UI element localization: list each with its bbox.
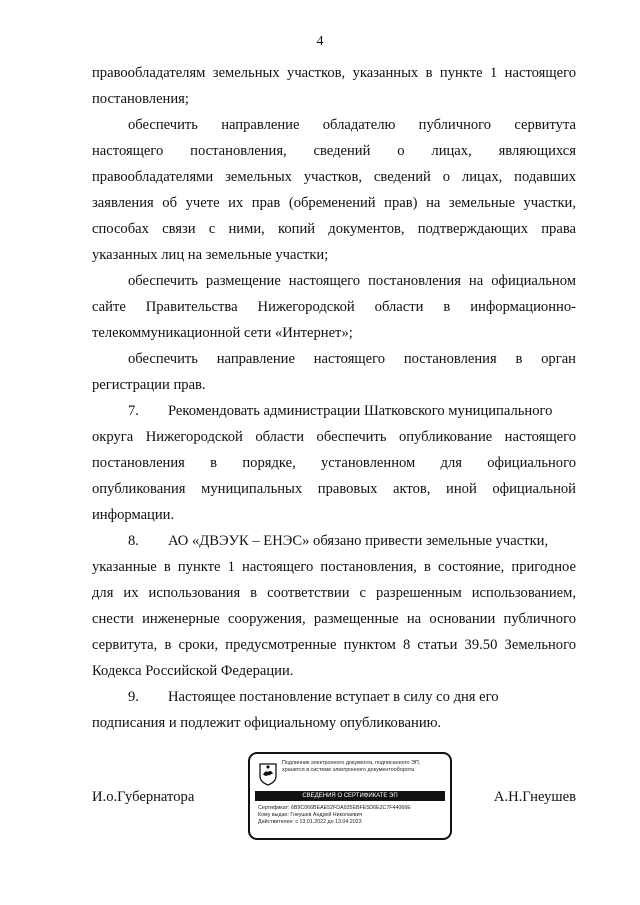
text-line: заявления об учете их прав (обременений прав) на земельные участки, — [92, 195, 576, 211]
text-line: обеспечить направление настоящего постановления в орган — [128, 351, 576, 367]
text-line: указанные в пункте 1 настоящего постановления, в состояние, пригодное — [92, 559, 576, 575]
certificate-value: 6B9C066BEAE52FDA935EBFE5D6E2C7F44066E — [290, 805, 411, 811]
stamp-caption-line: Подлинник электронного документа, подписанного ЭП, — [282, 760, 421, 766]
text-line: регистрации прав. — [92, 377, 206, 393]
text-line: настоящего постановления, сведений о лицах, являющихся — [92, 143, 576, 159]
text-line: Настоящее постановление вступает в силу со дня его — [168, 689, 499, 705]
text-line: правообладателям земельных участков, указанных в пункте 1 настоящего — [92, 65, 576, 81]
page-number: 4 — [316, 34, 324, 49]
item-number: 9. — [128, 689, 139, 705]
text-line: подписания и подлежит официальному опубликованию. — [92, 715, 442, 731]
item-number: 8. — [128, 533, 139, 549]
text-line: способах связи с ними, копий документов, подтверждающих права — [92, 221, 576, 237]
validity-value: с 13.01.2022 до 13.04.2023 — [295, 819, 362, 825]
coat-of-arms-icon — [258, 762, 278, 786]
validity-row — [258, 819, 448, 826]
validity-label: Действителен: — [258, 819, 294, 825]
text-line: постановления; — [92, 91, 189, 107]
certificate-info — [258, 805, 448, 826]
numbered-item-7 — [92, 398, 576, 424]
item-number: 7. — [128, 403, 139, 419]
text-line: сайте Правительства Нижегородской области в информационно- — [92, 299, 576, 315]
signatory-position: И.о.Губернатора — [92, 789, 195, 805]
document-body — [92, 60, 576, 736]
signatory-name: А.Н.Гнеушев — [493, 789, 576, 805]
text-line: правообладателями земельных участков, сведений о лицах, подавших — [92, 169, 576, 185]
text-line: снести инженерные сооружения, размещенные на основании публичного — [92, 611, 576, 627]
text-line: Кодекса Российской Федерации. — [92, 663, 294, 679]
stamp-caption — [282, 760, 448, 774]
text-line: обеспечить направление обладателю публичного сервитута — [128, 117, 576, 133]
certificate-label: Сертификат: — [258, 805, 290, 811]
text-line: сервитута, в сроки, предусмотренные пунктом 8 статьи 39.50 Земельного — [92, 637, 576, 653]
text-line: для их использования в соответствии с разрешенным использованием, — [92, 585, 576, 601]
issued-label: Кому выдан: — [258, 812, 289, 818]
stamp-caption-line: хранится в системе электронного документооборота — [282, 767, 415, 773]
numbered-item-8 — [92, 528, 576, 554]
issued-row — [258, 812, 448, 819]
text-line: опубликования муниципальных правовых актов, иной официальной — [92, 481, 576, 497]
issued-value: Гнеушев Андрей Николаевич — [290, 812, 363, 818]
text-line: указанных лиц на земельные участки; — [92, 247, 329, 263]
numbered-item-9 — [92, 684, 576, 710]
text-line: округа Нижегородской области обеспечить опубликование настоящего — [92, 429, 576, 445]
text-line: АО «ДВЭУК – ЕНЭС» обязано привести земельные участки, — [168, 533, 549, 549]
certificate-row — [258, 805, 448, 812]
text-line: телекоммуникационной сети «Интернет»; — [92, 325, 353, 341]
text-line: обеспечить размещение настоящего постановления на официальном — [128, 273, 576, 289]
e-signature-stamp — [248, 752, 452, 840]
text-line: постановления в порядке, установленном для официального — [92, 455, 576, 471]
text-line: информации. — [92, 507, 175, 523]
stamp-header: СВЕДЕНИЯ О СЕРТИФИКАТЕ ЭП — [255, 791, 445, 801]
text-line: Рекомендовать администрации Шатковского муниципального — [168, 403, 553, 419]
